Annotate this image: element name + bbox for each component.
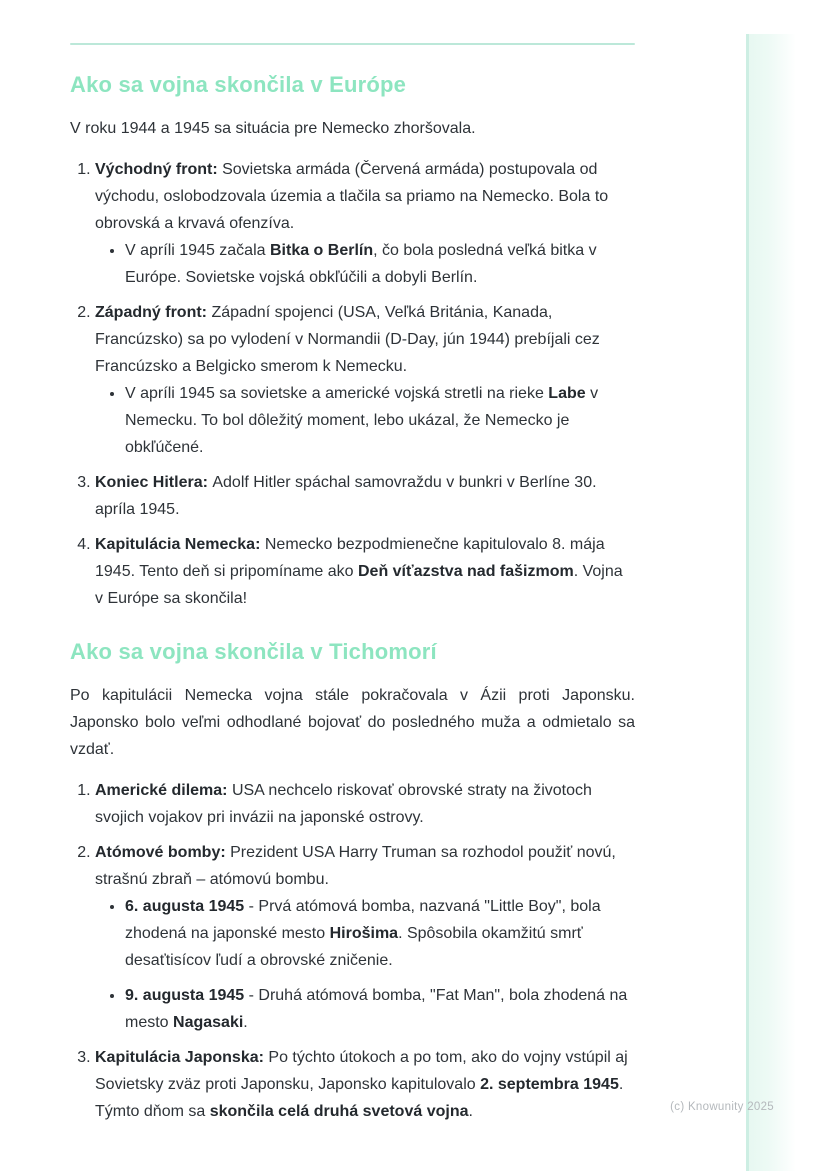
list-item-atomic-bombs — [95, 839, 635, 1036]
list-item-american-dilemma — [95, 777, 635, 831]
list-item-text: Západný front: Západní spojenci (USA, Veľká Británia, Kanada, Francúzsko) sa po vylodení v Normandii (D-Day, jún 1944) prebíjali cez Francúzsko a Belgicko smerom k Nemecku. — [95, 304, 600, 375]
sub-list — [95, 893, 635, 1036]
sub-list-item-hiroshima — [125, 893, 635, 974]
sub-list-item-text: 6. augusta 1945 - Prvá atómová bomba, nazvaná "Little Boy", bola zhodená na japonské mesto Hirošima. Spôsobila okamžitú smrť desaťtisícov ľudí a obrovské zničenie. — [125, 898, 601, 969]
sub-list-item-berlin-battle — [125, 237, 635, 291]
list-item-western-front — [95, 299, 635, 461]
top-divider — [70, 43, 635, 45]
list-item-hitler-end — [95, 469, 635, 523]
sub-list — [95, 380, 635, 461]
list-item-text: Kapitulácia Nemecka: Nemecko bezpodmienečne kapitulovalo 8. mája 1945. Tento deň si pripomíname ako Deň víťazstva nad fašizmom. Vojna v Európe sa skončila! — [95, 536, 623, 607]
document-content — [70, 0, 635, 1125]
sub-list-item-text: 9. augusta 1945 - Druhá atómová bomba, "Fat Man", bola zhodená na mesto Nagasaki. — [125, 987, 628, 1031]
intro-paragraph-pacific: Po kapitulácii Nemecka vojna stále pokračovala v Ázii proti Japonsku. Japonsko bolo veľmi odhodlané bojovať do posledného muža a odmietalo sa vzdať. — [70, 687, 635, 758]
sub-list-item-text: V apríli 1945 sa sovietske a americké vojská stretli na rieke Labe v Nemecku. To bol dôležitý moment, lebo ukázal, že Nemecko je obkľúčené. — [125, 385, 599, 456]
list-item-japan-capitulation — [95, 1044, 635, 1125]
section-heading-pacific: Ako sa vojna skončila v Tichomorí — [70, 639, 437, 664]
list-item-text: Atómové bomby: Prezident USA Harry Truman sa rozhodol použiť novú, strašnú zbraň – atómovú bombu. — [95, 844, 616, 888]
section-pacific — [70, 638, 635, 1125]
numbered-list-pacific — [70, 777, 635, 1125]
sub-list-item-elbe-meeting — [125, 380, 635, 461]
list-item-text: Americké dilema: USA nechcelo riskovať obrovské straty na životoch svojich vojakov pri invázii na japonské ostrovy. — [95, 782, 592, 826]
right-accent-stripe — [746, 34, 796, 1171]
sub-list-item-nagasaki — [125, 982, 635, 1036]
list-item-text: Kapitulácia Japonska: Po týchto útokoch a po tom, ako do vojny vstúpil aj Sovietsky zväz proti Japonsku, Japonsko kapitulovalo 2. septembra 1945. Týmto dňom sa skončila celá druhá svetová vojna. — [95, 1049, 628, 1120]
list-item-eastern-front — [95, 156, 635, 291]
intro-paragraph-europe: V roku 1944 a 1945 sa situácia pre Nemecko zhoršovala. — [70, 120, 476, 137]
footer-copyright: (c) Knowunity 2025 — [670, 1101, 774, 1113]
sub-list-item-text: V apríli 1945 začala Bitka o Berlín, čo bola posledná veľká bitka v Európe. Sovietske vojská obkľúčili a dobyli Berlín. — [125, 242, 597, 286]
section-europe — [70, 71, 635, 612]
sub-list — [95, 237, 635, 291]
list-item-text: Koniec Hitlera: Adolf Hitler spáchal samovraždu v bunkri v Berlíne 30. apríla 1945. — [95, 474, 597, 518]
list-item-germany-capitulation — [95, 531, 635, 612]
numbered-list-europe — [70, 156, 635, 612]
section-heading-europe: Ako sa vojna skončila v Európe — [70, 72, 407, 97]
list-item-text: Východný front: Sovietska armáda (Červená armáda) postupovala od východu, oslobodzovala územia a tlačila sa priamo na Nemecko. Bola to obrovská a krvavá ofenzíva. — [95, 161, 609, 232]
